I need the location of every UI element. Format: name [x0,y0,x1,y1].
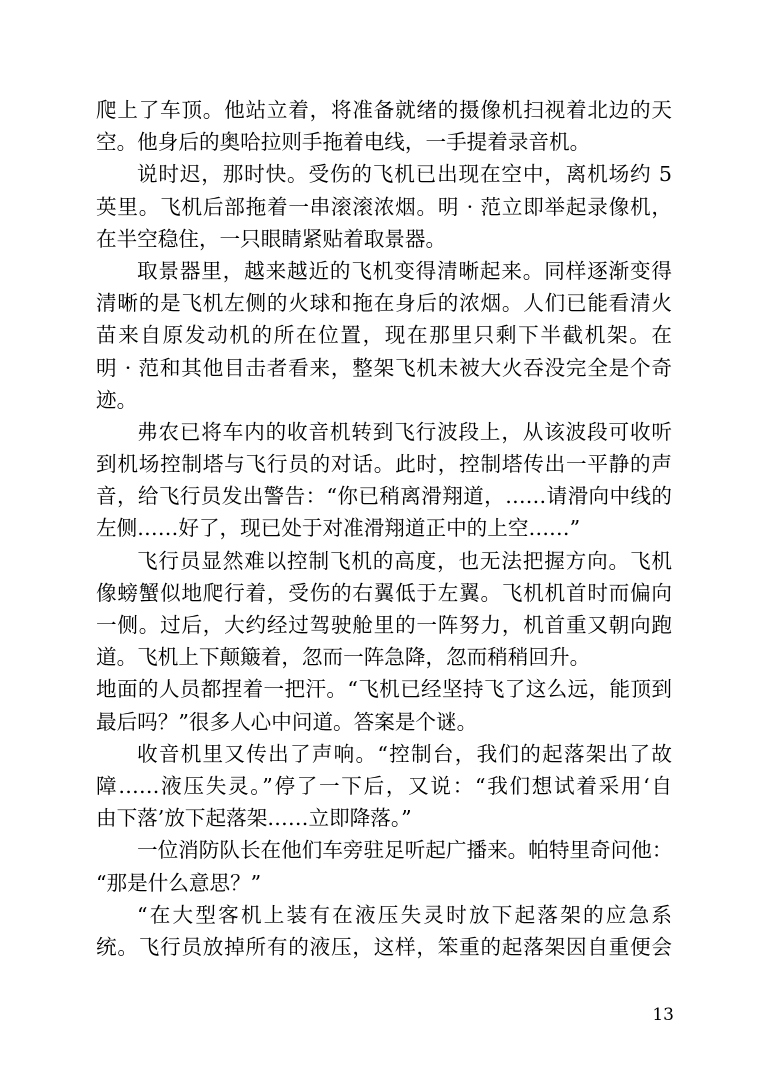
text-line: 障……液压失灵。”停了一下后，又说：“我们想试着采用‘自 [96,773,672,798]
body-text [96,94,672,963]
text-line: 迹。 [96,387,138,412]
text-line: 清晰的是飞机左侧的火球和拖在身后的浓烟。人们已能看清火 [96,291,672,316]
text-line: 苗来自原发动机的所在位置，现在那里只剩下半截机架。在 [96,323,672,348]
text-line: 明 · 范和其他目击者看来，整架飞机未被大火吞没完全是个奇 [96,355,672,380]
text-line: 收音机里又传出了声响。“控制台，我们的起落架出了故 [137,741,672,766]
text-line: 空。他身后的奥哈拉则手拖着电线，一手提着录音机。 [96,130,591,155]
page-number: 13 [652,1005,674,1025]
text-line: 统。飞行员放掉所有的液压，这样，笨重的起落架因自重便会 [96,934,672,959]
text-line: 说时迟，那时快。受伤的飞机已出现在空中，离机场约 5 [137,162,672,187]
text-line: 地面的人员都捏着一把汗。“飞机已经坚持飞了这么远，能顶到 [96,677,672,702]
text-line: 到机场控制塔与飞行员的对话。此时，控制塔传出一平静的声 [96,452,672,477]
text-line: 在半空稳住，一只眼睛紧贴着取景器。 [96,226,447,251]
text-line: 取景器里，越来越近的飞机变得清晰起来。同样逐渐变得 [137,258,672,283]
text-line: 像螃蟹似地爬行着，受伤的右翼低于左翼。飞机机首时而偏向 [96,580,672,605]
text-line: 道。飞机上下颠簸着，忽而一阵急降，忽而稍稍回升。 [96,645,591,670]
text-line: 爬上了车顶。他站立着，将准备就绪的摄像机扫视着北边的天 [96,98,672,122]
text-line: 飞行员显然难以控制飞机的高度，也无法把握方向。飞机 [137,548,672,573]
text-line: “在大型客机上装有在液压失灵时放下起落架的应急系 [137,902,672,927]
text-line: 音，给飞行员发出警告：“你已稍离滑翔道，……请滑向中线的 [96,484,672,509]
text-line: 英里。飞机后部拖着一串滚滚浓烟。明 · 范立即举起录像机， [96,194,672,219]
text-line: 一侧。过后，大约经过驾驶舱里的一阵努力，机首重又朝向跑 [96,613,672,637]
text-line: 由下落’放下起落架……立即降落。” [96,806,412,831]
text-line: 一位消防队长在他们车旁驻足听起广播来。帕特里奇问他： [137,838,672,863]
text-line: 左侧……好了，现已处于对准滑翔道正中的上空……” [96,516,581,541]
text-line: 弗农已将车内的收音机转到飞行波段上，从该波段可收听 [137,419,672,444]
text-line: 最后吗？”很多人心中问道。答案是个谜。 [96,709,478,734]
text-line: “那是什么意思？” [96,870,262,895]
